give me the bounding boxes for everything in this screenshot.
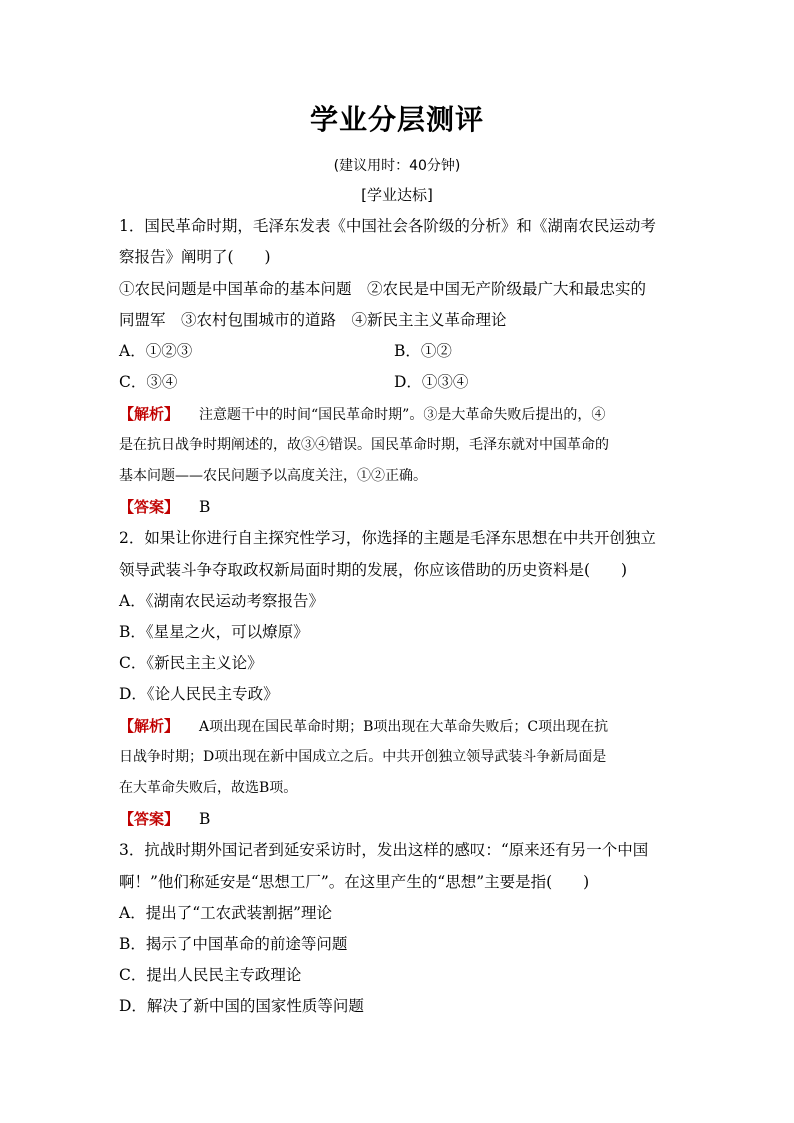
- q1-answer-line: [119, 497, 679, 517]
- q1-answer-tag: 【答案】: [119, 498, 180, 516]
- q3-option-c: C．提出人民民主专政理论: [119, 966, 302, 984]
- q1-option-d: D．①③④: [394, 373, 469, 391]
- q2-answer-tag: 【答案】: [119, 810, 180, 828]
- q2-analysis-tag: 【解析】: [119, 717, 180, 735]
- q1-option-a: A．①②③: [119, 342, 193, 360]
- q1-option-c: C．③④: [119, 373, 178, 391]
- q1-analysis-text1: 注意题干中的时间“国民革命时期”。③是大革命失败后提出的，④: [199, 407, 606, 423]
- q2-option-d: D．《论人民民主专政》: [119, 685, 279, 703]
- q1-stem-line1: 1．国民革命时期，毛泽东发表《中国社会各阶级的分析》和《湖南农民运动考: [119, 217, 656, 235]
- q3-stem-line2: 啊！”他们称延安是“思想工厂”。在这里产生的“思想”主要是指( ): [119, 873, 590, 891]
- q2-stem-line2: 领导武装斗争夺取政权新局面时期的发展，你应该借助的历史资料是( ): [119, 561, 628, 579]
- q2-option-a: A．《湖南农民运动考察报告》: [119, 592, 324, 610]
- section-heading: [学业达标]: [361, 186, 433, 204]
- q1-analysis-line1: [119, 404, 679, 425]
- q1-options-row2: [119, 372, 679, 392]
- q1-analysis-tag: 【解析】: [119, 405, 180, 423]
- q1-analysis-line2: 是在抗日战争时期阐述的，故③④错误。国民革命时期，毛泽东就对中国革命的: [119, 437, 609, 453]
- q1-option-b: B．①②: [394, 342, 452, 360]
- q3-stem-line1: 3．抗战时期外国记者到延安采访时，发出这样的感叹：“原来还有另一个中国: [119, 841, 649, 859]
- q2-analysis-line2: 日战争时期；D项出现在新中国成立之后。中共开创独立领导武装斗争新局面是: [119, 749, 607, 765]
- q1-options-row1: [119, 341, 679, 361]
- q1-analysis-line3: 基本问题——农民问题予以高度关注，①②正确。: [119, 468, 427, 484]
- suggested-time: (建议用时：40分钟): [333, 158, 461, 174]
- q3-option-d: D．解决了新中国的国家性质等问题: [119, 997, 364, 1015]
- q2-answer: B: [199, 810, 211, 828]
- q2-option-b: B．《星星之火，可以燎原》: [119, 623, 309, 641]
- q1-items-line1: ①农民问题是中国革命的基本问题 ②农民是中国无产阶级最广大和最忠实的: [119, 280, 647, 298]
- q2-analysis-line3: 在大革命失败后，故选B项。: [119, 780, 298, 796]
- q1-items-line2: 同盟军 ③农村包围城市的道路 ④新民主主义革命理论: [119, 311, 507, 329]
- q2-option-c: C．《新民主主义论》: [119, 654, 263, 672]
- q2-stem-line1: 2．如果让你进行自主探究性学习，你选择的主题是毛泽东思想在中共开创独立: [119, 529, 656, 547]
- q1-answer: B: [199, 498, 211, 516]
- q2-answer-line: [119, 809, 679, 829]
- q1-stem-line2: 察报告》阐明了( ): [119, 248, 271, 266]
- q3-option-b: B．揭示了中国革命的前途等问题: [119, 935, 348, 953]
- q2-analysis-text1: A项出现在国民革命时期；B项出现在大革命失败后；C项出现在抗: [199, 719, 609, 735]
- q2-analysis-line1: [119, 716, 679, 737]
- q3-option-a: A．提出了“工农武装割据”理论: [119, 904, 333, 922]
- page-title: 学业分层测评: [309, 103, 484, 136]
